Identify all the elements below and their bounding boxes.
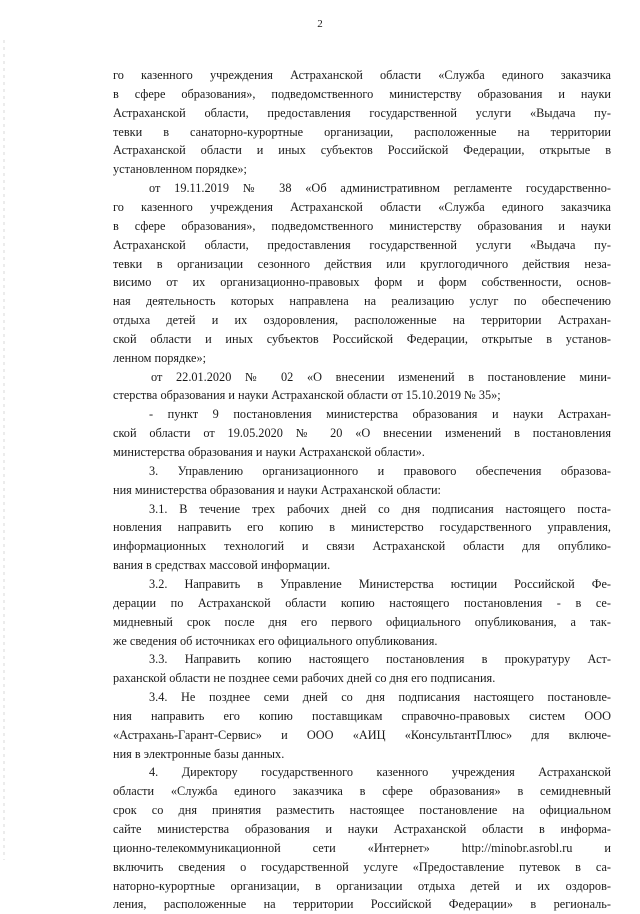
- text-line: го казенного учреждения Астраханской области «Служба единого заказчика: [113, 199, 611, 214]
- text-line: ления, расположенные на территории Российской Федерации» в региональ-: [113, 897, 611, 912]
- text-line: новления направить его копию в министерство государственного управления,: [113, 520, 611, 535]
- text-line: ской области и иных субъектов Российской Федерации, открытые в установ-: [113, 331, 611, 346]
- text-line: ная деятельность которых направлена на реализацию услуг по обеспечению: [113, 294, 611, 309]
- text-line: ской области от 19.05.2020 № 20 «О внесении изменений в постановления: [113, 426, 611, 441]
- text-line: стерства образования и науки Астраханской области от 15.10.2019 № 35»;: [113, 388, 501, 403]
- text-line: тевки в санаторно-курортные организации, расположенные на территории: [113, 124, 611, 139]
- text-line: дерации по Астраханской области копию настоящего постановления - в се-: [113, 595, 611, 610]
- text-line: включить сведения о государственной услуге «Предоставление путевок в са-: [113, 859, 611, 874]
- text-line: в сфере образования», подведомственного министерству образования и науки: [113, 218, 611, 233]
- text-line: сайте министерства образования и науки Астраханской области в информа-: [113, 822, 611, 836]
- text-line: ния направить его копию поставщикам справочно-правовых систем ООО: [113, 708, 611, 723]
- text-line: 4. Директору государственного казенного учреждения Астраханской: [149, 765, 611, 780]
- text-line: от 22.01.2020 № 02 «О внесении изменений в постановление мини-: [151, 369, 611, 384]
- text-line: 3.1. В течение трех рабочих дней со дня подписания настоящего поста-: [149, 501, 611, 516]
- text-line: 3.3. Направить копию настоящего постановления в прокуратуру Аст-: [149, 652, 611, 667]
- text-line: отдыха детей и их оздоровления, расположенные на территории Астрахан-: [113, 313, 611, 328]
- text-line: 3. Управлению организационного и правового обеспечения образова-: [149, 463, 611, 478]
- text-line: ния министерства образования и науки Астраханской области:: [113, 482, 441, 497]
- text-line: наторно-курортные организации, в организации отдыха детей и их оздоров-: [113, 878, 611, 893]
- text-line: «Астрахань-Гарант-Сервис» и ООО «АИЦ «КонсультантПлюс» для включе-: [113, 727, 611, 742]
- text-line: информационных технологий и связи Астраханской области для опублико-: [113, 539, 611, 554]
- text-line: ционно-телекоммуникационной сети «Интернет» http://minobr.asrobl.ru и: [113, 840, 611, 855]
- text-line: 3.4. Не позднее семи дней со дня подписания настоящего постановле-: [149, 690, 611, 705]
- text-line: мидневный срок после дня его первого официального опубликования, а так-: [113, 614, 611, 629]
- text-line: го казенного учреждения Астраханской области «Служба единого заказчика: [113, 68, 611, 82]
- text-line: срок со дня принятия разместить настоящее постановление на официальном: [113, 803, 611, 818]
- text-line: тевки в организации сезонного действия или круглогодичного действия неза-: [113, 256, 611, 271]
- text-line: министерства образования и науки Астраханской области».: [113, 445, 425, 459]
- text-line: же сведения об источниках его официального опубликования.: [113, 633, 438, 648]
- text-line: раханской области не позднее семи рабочих дней со дня его подписания.: [113, 671, 496, 686]
- page-number: 2: [317, 18, 323, 30]
- text-line: ленном порядке»;: [113, 350, 207, 365]
- text-line: - пункт 9 постановления министерства образования и науки Астрахан-: [149, 407, 611, 422]
- text-line: 3.2. Направить в Управление Министерства юстиции Российской Фе-: [149, 576, 611, 591]
- text-line: висимо от их организационно-правовых форм и форм собственности, основ-: [113, 275, 611, 290]
- text-line: Астраханской области и иных субъектов Российской Федерации, открытые в: [113, 143, 611, 158]
- text-line: Астраханской области, предоставления государственной услуги «Выдача пу-: [113, 237, 611, 252]
- text-line: от 19.11.2019 № 38 «Об административном регламенте государственно-: [149, 181, 611, 196]
- text-line: вания в средствах массовой информации.: [113, 558, 331, 573]
- text-line: Астраханской области, предоставления государственной услуги «Выдача пу-: [113, 105, 611, 120]
- text-line: ния в электронные базы данных.: [113, 746, 285, 761]
- text-line: в сфере образования», подведомственного министерству образования и науки: [113, 86, 611, 101]
- text-line: установленном порядке»;: [113, 162, 247, 177]
- text-line: области «Служба единого заказчика в сфере образования» в семидневный: [113, 784, 611, 799]
